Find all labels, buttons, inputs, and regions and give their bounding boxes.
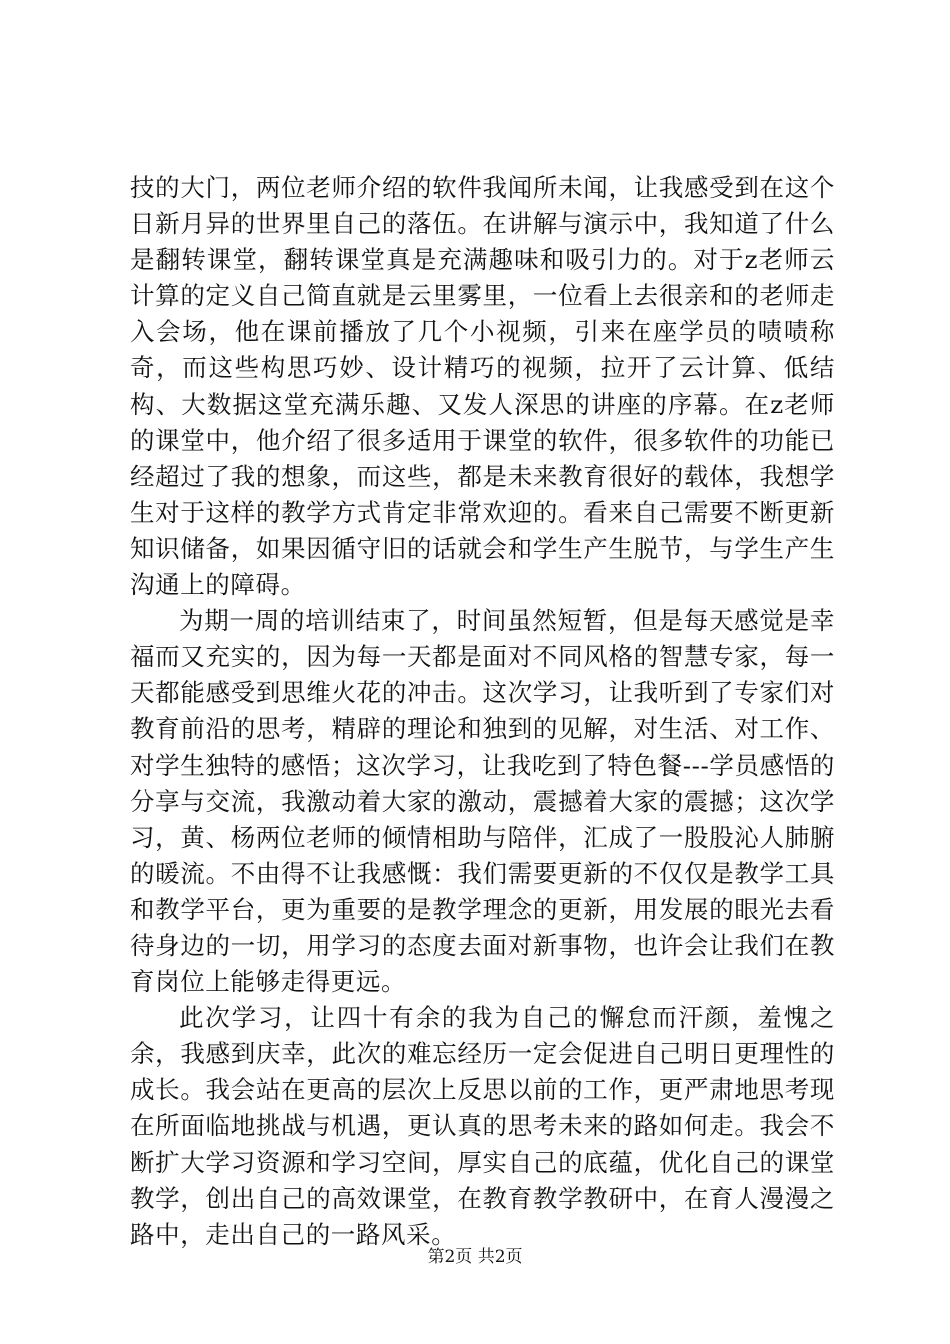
- paragraph-3: 此次学习，让四十有余的我为自己的懈怠而汗颜，羞愧之余，我感到庆幸，此次的难忘经历一定会促进自己明日更理性的成长。我会站在更高的层次上反思以前的工作，更严肃地思考现在所面临地挑战与机遇，更认真的思考未来的路如何走。我会不断扩大学习资源和学习空间，厚实自己的底蕴，优化自己的课堂教学，创出自己的高效课堂，在教育教学教研中，在育人漫漫之路中，走出自己的一路风采。: [130, 1003, 835, 1249]
- paragraph-1: 技的大门，两位老师介绍的软件我闻所未闻，让我感受到在这个日新月异的世界里自己的落伍。在讲解与演示中，我知道了什么是翻转课堂，翻转课堂真是充满趣味和吸引力的。对于z老师云计算的定义自己简直就是云里雾里，一位看上去很亲和的老师走入会场，他在课前播放了几个小视频，引来在座学员的啧啧称奇，而这些构思巧妙、设计精巧的视频，拉开了云计算、低结构、大数据这堂充满乐趣、又发人深思的讲座的序幕。在z老师的课堂中，他介绍了很多适用于课堂的软件，很多软件的功能已经超过了我的想象，而这些，都是未来教育很好的载体，我想学生对于这样的教学方式肯定非常欢迎的。看来自己需要不断更新知识储备，如果因循守旧的话就会和学生产生脱节，与学生产生沟通上的障碍。: [130, 173, 835, 600]
- paragraph-2: 为期一周的培训结束了，时间虽然短暂，但是每天感觉是幸福而又充实的，因为每一天都是面对不同风格的智慧专家，每一天都能感受到思维火花的冲击。这次学习，让我听到了专家们对教育前沿的思考，精辟的理论和独到的见解，对生活、对工作、对学生独特的感悟；这次学习，让我吃到了特色餐---学员感悟的分享与交流，我激动着大家的激动，震撼着大家的震撼；这次学习，黄、杨两位老师的倾情相助与陪伴，汇成了一股股沁人肺腑的暖流。不由得不让我感慨：我们需要更新的不仅仅是教学工具和教学平台，更为重要的是教学理念的更新，用发展的眼光去看待身边的一切，用学习的态度去面对新事物，也许会让我们在教育岗位上能够走得更远。: [130, 606, 835, 997]
- document-body: [130, 170, 835, 1253]
- page-footer: 第2页 共2页: [427, 1247, 523, 1267]
